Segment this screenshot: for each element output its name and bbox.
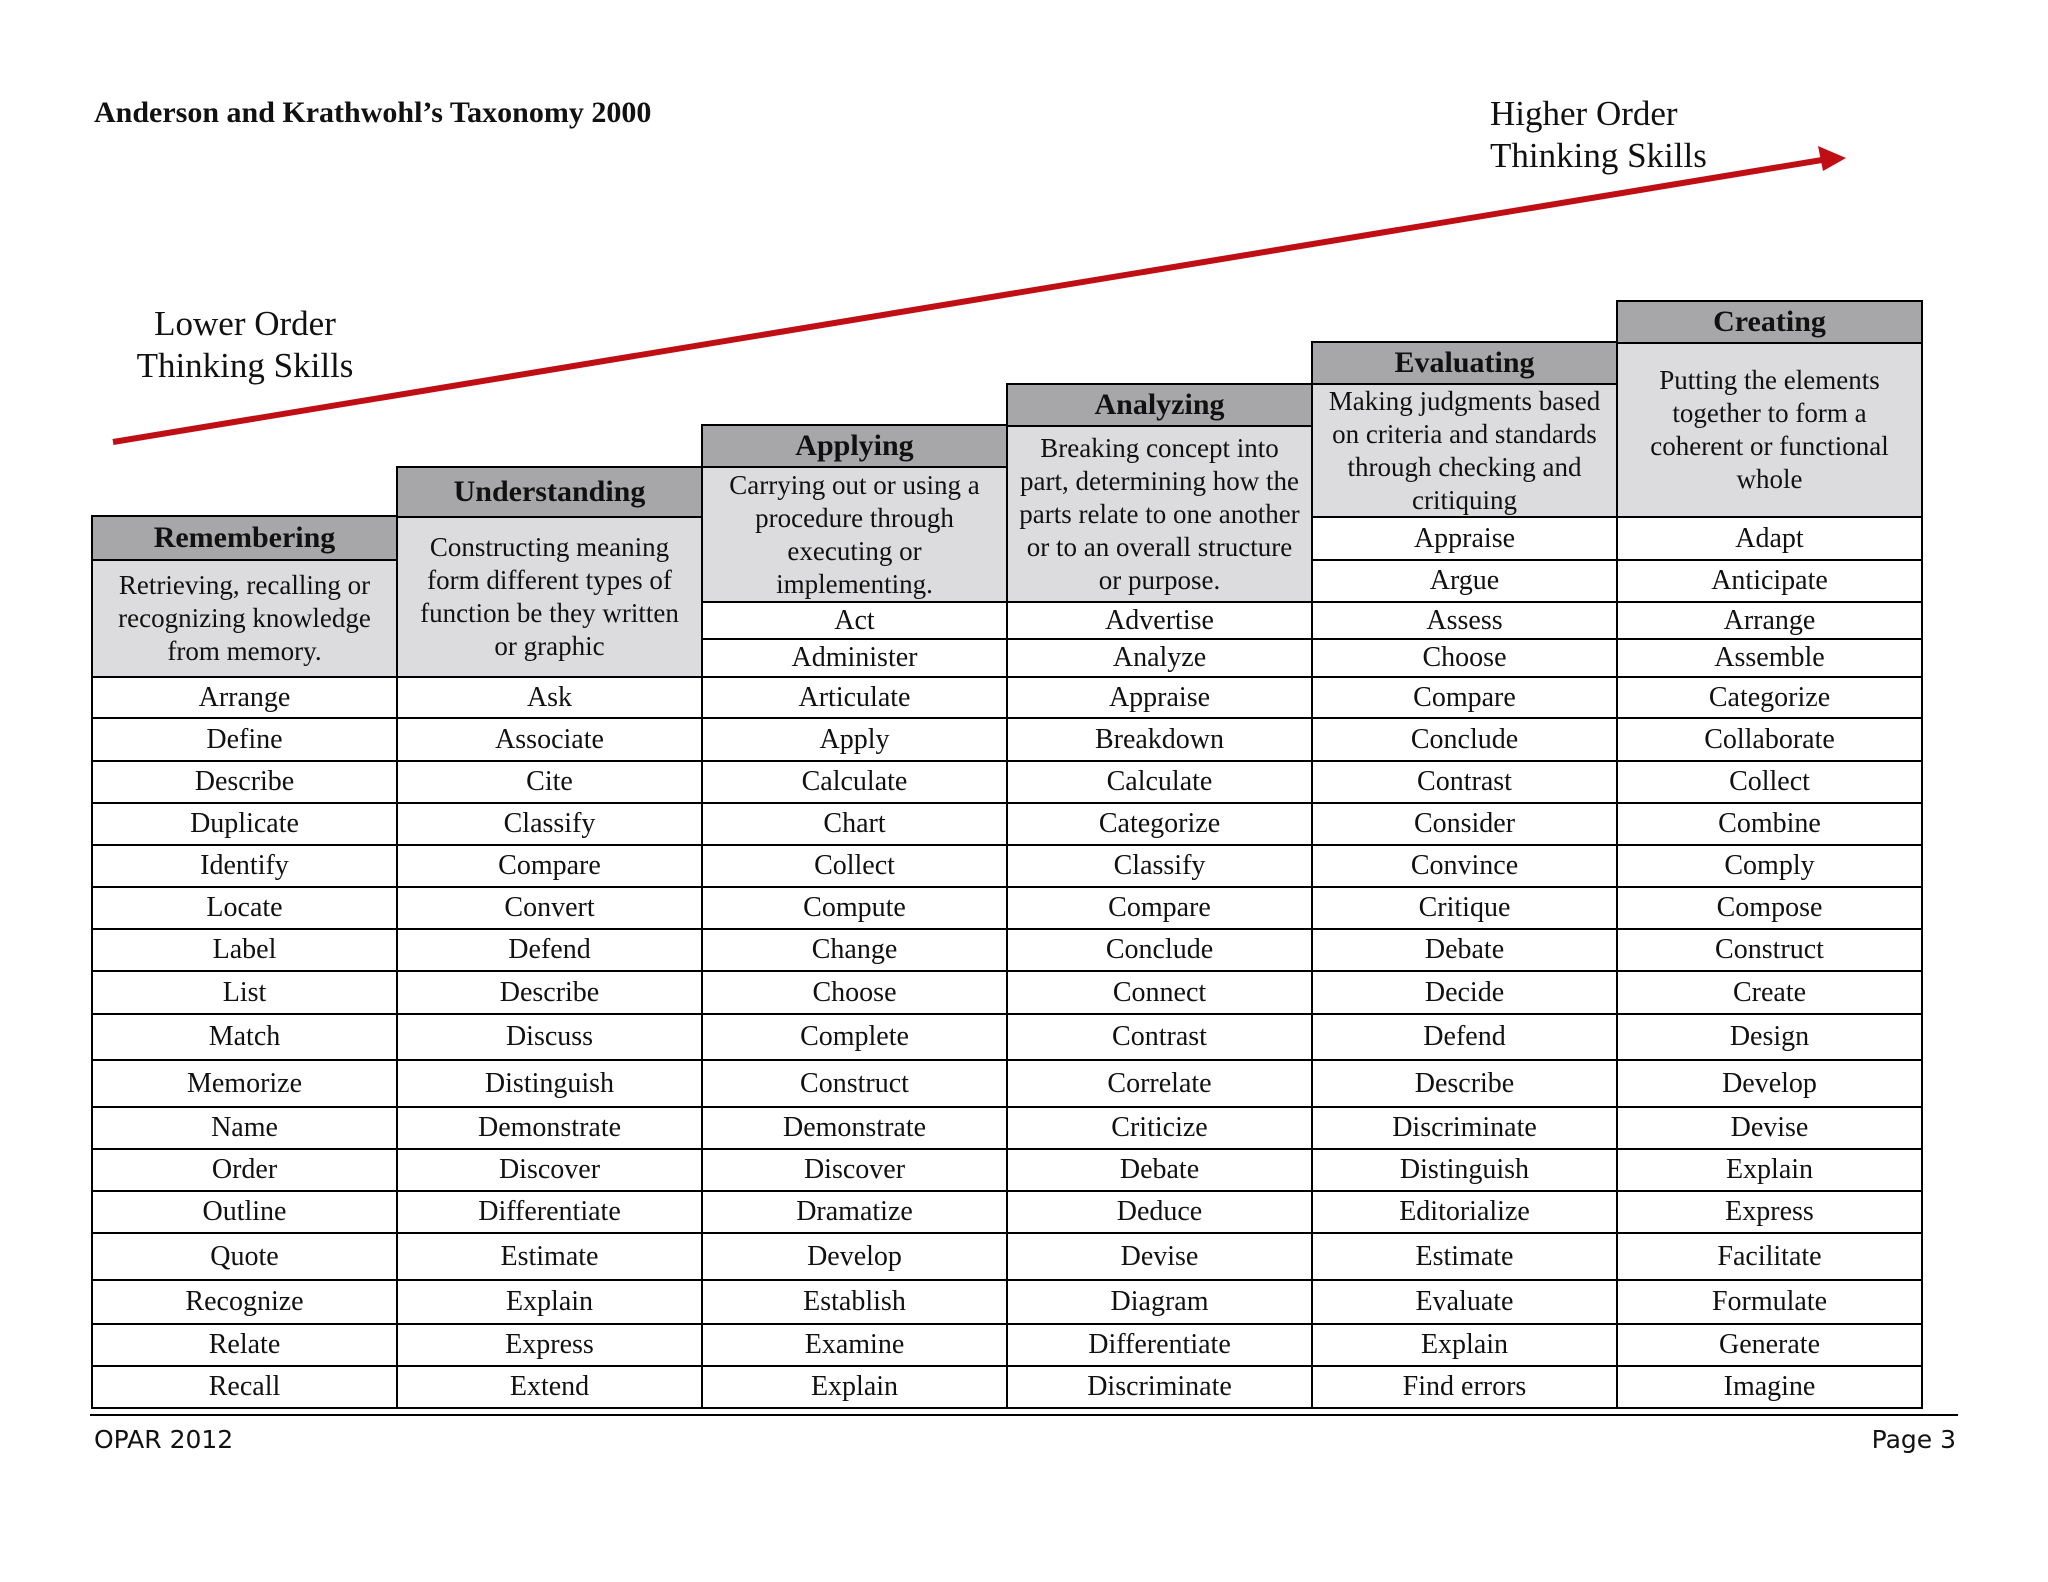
- footer-page-number: Page 3: [1871, 1425, 1956, 1454]
- verb-cell: Editorialize: [1311, 1190, 1618, 1234]
- verb-cell: Memorize: [91, 1059, 398, 1108]
- verb-cell: Conclude: [1006, 928, 1313, 972]
- verb-cell: Examine: [701, 1323, 1008, 1367]
- verb-cell: Choose: [701, 970, 1008, 1015]
- verb-cell: Dramatize: [701, 1190, 1008, 1234]
- verb-cell: Classify: [1006, 844, 1313, 888]
- verb-cell: Argue: [1311, 559, 1618, 603]
- column-heading: Remembering: [91, 515, 398, 561]
- verb-cell: Estimate: [396, 1232, 703, 1281]
- higher-order-line-1: Higher Order: [1490, 94, 1678, 133]
- verb-cell: Identify: [91, 844, 398, 888]
- verb-cell: Construct: [701, 1059, 1008, 1108]
- document-title: Anderson and Krathwohl’s Taxonomy 2000: [94, 96, 652, 129]
- column-description: Making judgments based on criteria and standards through checking and critiquing: [1311, 383, 1618, 518]
- column-heading: Creating: [1616, 300, 1923, 344]
- verb-cell: Discover: [701, 1148, 1008, 1192]
- verb-cell: Calculate: [1006, 760, 1313, 804]
- verb-cell: Defend: [1311, 1013, 1618, 1061]
- verb-cell: Ask: [396, 676, 703, 719]
- column-description: Retrieving, recalling or recognizing knowledge from memory.: [91, 559, 398, 678]
- verb-cell: Define: [91, 717, 398, 762]
- verb-cell: Facilitate: [1616, 1232, 1923, 1281]
- verb-cell: Develop: [701, 1232, 1008, 1281]
- verb-cell: Compare: [1311, 676, 1618, 719]
- verb-cell: Find errors: [1311, 1365, 1618, 1409]
- verb-cell: Devise: [1616, 1106, 1923, 1150]
- verb-cell: Calculate: [701, 760, 1008, 804]
- verb-cell: Act: [701, 601, 1008, 640]
- verb-cell: Consider: [1311, 802, 1618, 846]
- verb-cell: Apply: [701, 717, 1008, 762]
- column-heading: Understanding: [396, 466, 703, 518]
- verb-cell: Discriminate: [1006, 1365, 1313, 1409]
- column-description: Putting the elements together to form a coherent or functional whole: [1616, 342, 1923, 518]
- verb-cell: Recognize: [91, 1279, 398, 1325]
- verb-cell: Combine: [1616, 802, 1923, 846]
- verb-cell: Collect: [701, 844, 1008, 888]
- verb-cell: Decide: [1311, 970, 1618, 1015]
- verb-cell: Chart: [701, 802, 1008, 846]
- verb-cell: List: [91, 970, 398, 1015]
- verb-cell: Correlate: [1006, 1059, 1313, 1108]
- footer-divider: [90, 1414, 1958, 1416]
- verb-cell: Evaluate: [1311, 1279, 1618, 1325]
- column-description: Carrying out or using a procedure through executing or implementing.: [701, 466, 1008, 603]
- column-heading: Evaluating: [1311, 341, 1618, 385]
- verb-cell: Differentiate: [396, 1190, 703, 1234]
- footer-left-text: OPAR 2012: [94, 1425, 234, 1454]
- lower-order-line-1: Lower Order: [154, 304, 336, 343]
- verb-cell: Establish: [701, 1279, 1008, 1325]
- verb-cell: Classify: [396, 802, 703, 846]
- verb-cell: Complete: [701, 1013, 1008, 1061]
- verb-cell: Assemble: [1616, 638, 1923, 678]
- verb-cell: Outline: [91, 1190, 398, 1234]
- verb-cell: Comply: [1616, 844, 1923, 888]
- verb-cell: Discuss: [396, 1013, 703, 1061]
- verb-cell: Associate: [396, 717, 703, 762]
- verb-cell: Compare: [396, 844, 703, 888]
- verb-cell: Anticipate: [1616, 559, 1923, 603]
- verb-cell: Change: [701, 928, 1008, 972]
- verb-cell: Choose: [1311, 638, 1618, 678]
- verb-cell: Create: [1616, 970, 1923, 1015]
- verb-cell: Cite: [396, 760, 703, 804]
- verb-cell: Breakdown: [1006, 717, 1313, 762]
- verb-cell: Diagram: [1006, 1279, 1313, 1325]
- verb-cell: Extend: [396, 1365, 703, 1409]
- verb-cell: Advertise: [1006, 601, 1313, 640]
- verb-cell: Express: [1616, 1190, 1923, 1234]
- verb-cell: Locate: [91, 886, 398, 930]
- verb-cell: Convince: [1311, 844, 1618, 888]
- verb-cell: Debate: [1311, 928, 1618, 972]
- verb-cell: Describe: [396, 970, 703, 1015]
- verb-cell: Contrast: [1311, 760, 1618, 804]
- verb-cell: Debate: [1006, 1148, 1313, 1192]
- verb-cell: Distinguish: [1311, 1148, 1618, 1192]
- verb-cell: Name: [91, 1106, 398, 1150]
- higher-order-line-2: Thinking Skills: [1490, 136, 1707, 175]
- column-description: Breaking concept into part, determining how the parts relate to one another or to an overall structure or purpose.: [1006, 425, 1313, 603]
- verb-cell: Match: [91, 1013, 398, 1061]
- verb-cell: Arrange: [1616, 601, 1923, 640]
- verb-cell: Explain: [1311, 1323, 1618, 1367]
- verb-cell: Appraise: [1006, 676, 1313, 719]
- verb-cell: Develop: [1616, 1059, 1923, 1108]
- verb-cell: Discriminate: [1311, 1106, 1618, 1150]
- verb-cell: Demonstrate: [701, 1106, 1008, 1150]
- verb-cell: Deduce: [1006, 1190, 1313, 1234]
- verb-cell: Criticize: [1006, 1106, 1313, 1150]
- verb-cell: Differentiate: [1006, 1323, 1313, 1367]
- verb-cell: Estimate: [1311, 1232, 1618, 1281]
- verb-cell: Distinguish: [396, 1059, 703, 1108]
- verb-cell: Adapt: [1616, 516, 1923, 561]
- verb-cell: Label: [91, 928, 398, 972]
- verb-cell: Design: [1616, 1013, 1923, 1061]
- lower-order-line-2: Thinking Skills: [136, 346, 354, 385]
- verb-cell: Explain: [701, 1365, 1008, 1409]
- verb-cell: Relate: [91, 1323, 398, 1367]
- verb-cell: Analyze: [1006, 638, 1313, 678]
- verb-cell: Assess: [1311, 601, 1618, 640]
- verb-cell: Conclude: [1311, 717, 1618, 762]
- verb-cell: Categorize: [1006, 802, 1313, 846]
- column-heading: Analyzing: [1006, 383, 1313, 427]
- verb-cell: Articulate: [701, 676, 1008, 719]
- verb-cell: Connect: [1006, 970, 1313, 1015]
- verb-cell: Administer: [701, 638, 1008, 678]
- verb-cell: Convert: [396, 886, 703, 930]
- verb-cell: Recall: [91, 1365, 398, 1409]
- verb-cell: Demonstrate: [396, 1106, 703, 1150]
- verb-cell: Compose: [1616, 886, 1923, 930]
- verb-cell: Express: [396, 1323, 703, 1367]
- verb-cell: Categorize: [1616, 676, 1923, 719]
- verb-cell: Explain: [396, 1279, 703, 1325]
- verb-cell: Formulate: [1616, 1279, 1923, 1325]
- verb-cell: Appraise: [1311, 516, 1618, 561]
- column-description: Constructing meaning form different types of function be they written or graphic: [396, 516, 703, 678]
- verb-cell: Duplicate: [91, 802, 398, 846]
- verb-cell: Collaborate: [1616, 717, 1923, 762]
- verb-cell: Describe: [1311, 1059, 1618, 1108]
- column-heading: Applying: [701, 424, 1008, 468]
- verb-cell: Order: [91, 1148, 398, 1192]
- verb-cell: Imagine: [1616, 1365, 1923, 1409]
- verb-cell: Quote: [91, 1232, 398, 1281]
- verb-cell: Critique: [1311, 886, 1618, 930]
- verb-cell: Construct: [1616, 928, 1923, 972]
- verb-cell: Compare: [1006, 886, 1313, 930]
- verb-cell: Devise: [1006, 1232, 1313, 1281]
- verb-cell: Discover: [396, 1148, 703, 1192]
- verb-cell: Arrange: [91, 676, 398, 719]
- verb-cell: Defend: [396, 928, 703, 972]
- verb-cell: Contrast: [1006, 1013, 1313, 1061]
- verb-cell: Collect: [1616, 760, 1923, 804]
- verb-cell: Describe: [91, 760, 398, 804]
- verb-cell: Compute: [701, 886, 1008, 930]
- verb-cell: Explain: [1616, 1148, 1923, 1192]
- verb-cell: Generate: [1616, 1323, 1923, 1367]
